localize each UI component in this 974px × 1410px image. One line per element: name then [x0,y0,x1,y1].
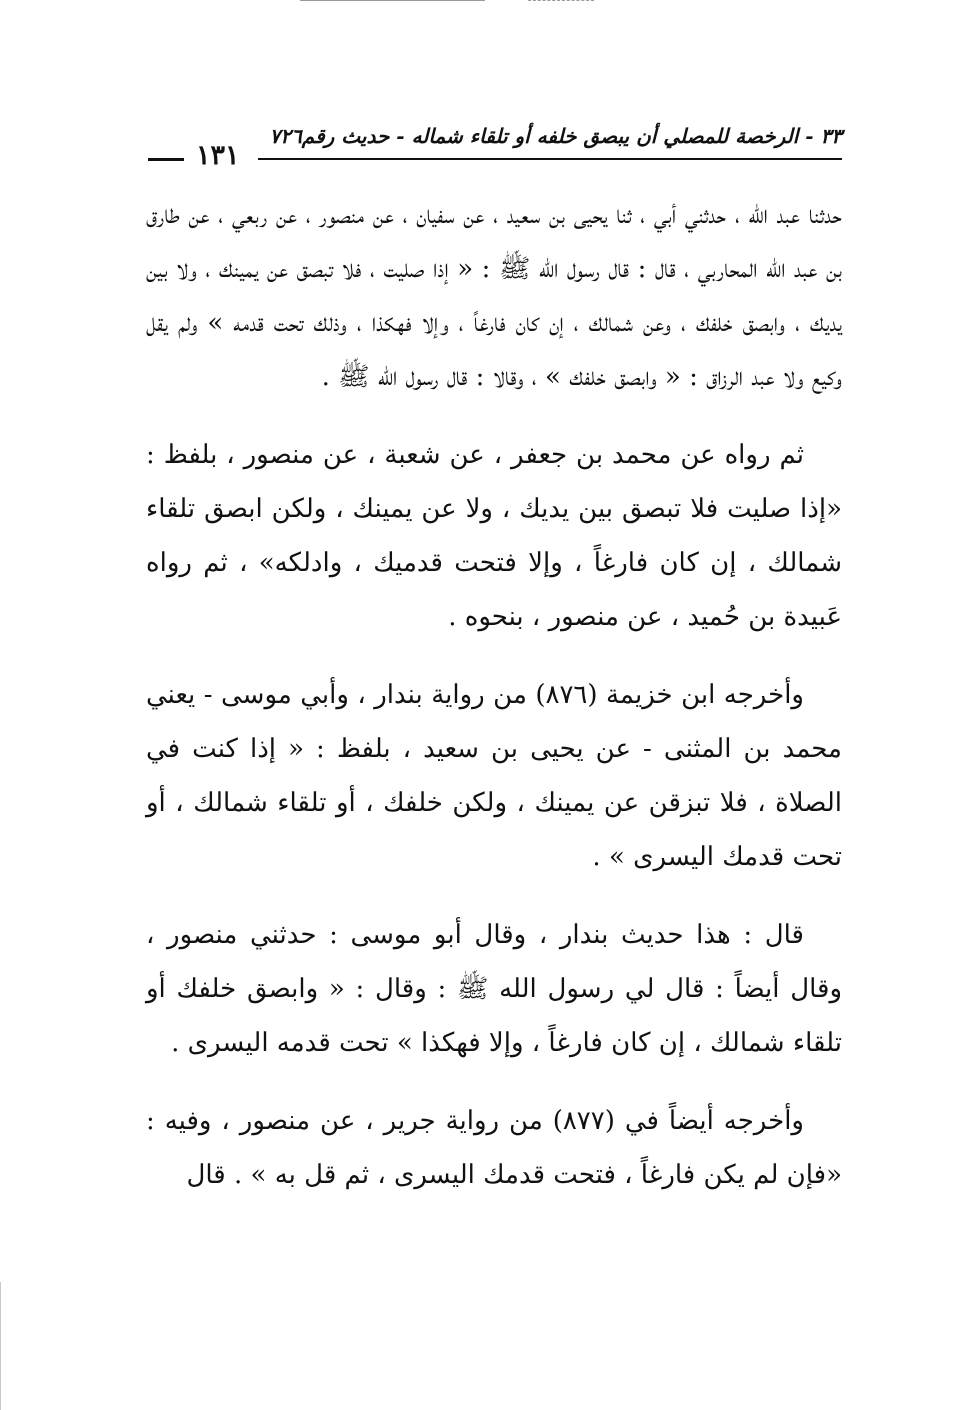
paragraph: ثم رواه عن محمد بن جعفر ، عن شعبة ، عن منصور ، بلفظ : «إذا صليت فلا تبصق بين يديك ، ولا عن يمينك ، ولكن ابصق تلقاء شمالك ، إن كان فارغاً ، وإلا فتحت قدميك ، وادلكه» ، ثم رواه عَبيدة بن حُميد ، عن منصور ، بنحوه . [146,440,842,632]
chapter-title: ٣٣ - الرخصة للمصلي أن يبصق خلفه أو تلقاء شماله - حديث رقم٧٢٦ [269,124,842,148]
paragraph: قال : هذا حديث بندار ، وقال أبو موسى : حدثني منصور ، وقال أيضاً : قال لي رسول الله ﷺ : وقال : « وابصق خلفك أو تلقاء شمالك ، إن كان فارغاً ، وإلا فهكذا » تحت قدمه اليسرى . [146,920,842,1058]
page-number-dash [148,158,184,161]
left-margin-line [0,1282,1,1410]
paragraph: وأخرجه أيضاً في (٨٧٧) من رواية جرير ، عن منصور ، وفيه : «فإن لم يكن فارغاً ، فتحت قدمك اليسرى ، ثم قل به » . قال [146,1106,842,1190]
paragraph: وأخرجه ابن خزيمة (٨٧٦) من رواية بندار ، وأبي موسى - يعني محمد بن المثنى - عن يحيى بن سعيد ، بلفظ : « إذا كنت في الصلاة ، فلا تبزقن عن يمينك ، ولكن خلفك ، أو تلقاء شمالك ، أو تحت قدمك اليسرى » . [146,680,842,872]
page-number: ١٣١ [196,140,240,171]
paragraph: حدثنا عبد الله ، حدثني أبي ، ثنا يحيى بن سعيد ، عن سفيان ، عن منصور ، عن ربعي ، عن طارق بن عبد الله المحاربي ، قال : قال رسول الله ﷺ : « إذا صليت ، فلا تبصق عن يمينك ، ولا بين يديك ، وابصق خلفك ، وعن شمالك ، إن كان فارغاً ، وإلا فهكذا ، وذلك تحت قدمه » ولم يقل وكيع ولا عبد الرزاق : « وابصق خلفك » ، وقالا : قال رسول الله ﷺ . [146,200,842,392]
page-header [146,112,842,172]
top-edge-mark-dashed [528,0,594,1]
top-edge-mark [300,0,485,1]
body-text [146,188,842,1226]
header-rule [258,158,842,160]
